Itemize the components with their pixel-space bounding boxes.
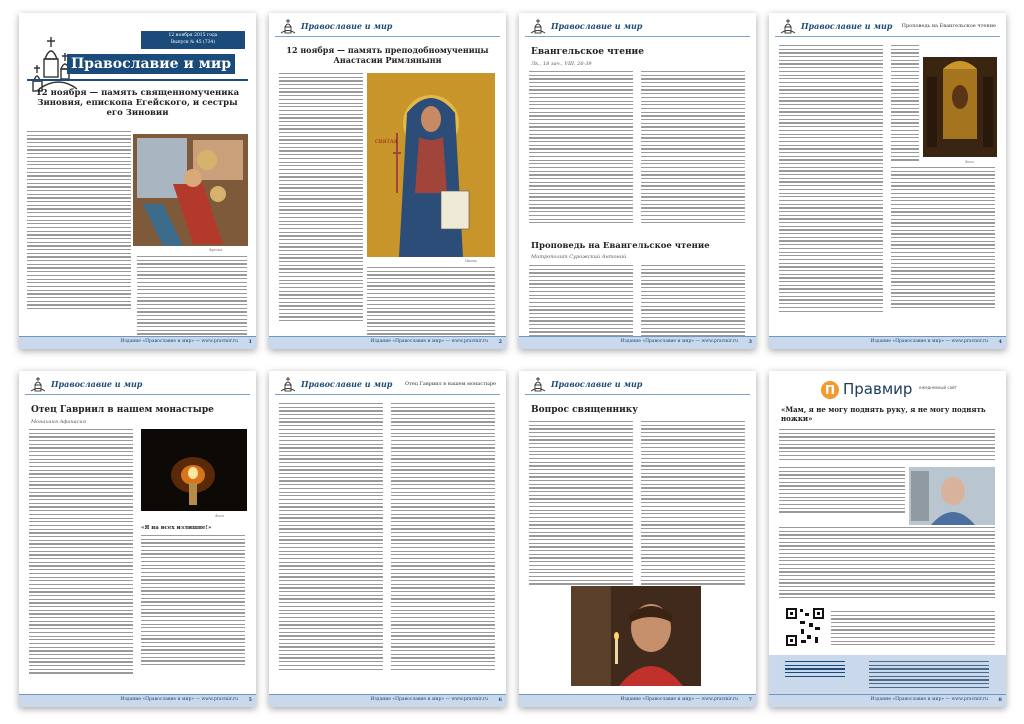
brand-name: Православие и мир	[551, 21, 643, 31]
candle-photo	[141, 429, 247, 511]
article-text-col2	[367, 267, 495, 341]
pravmir-tagline: ежедневный сайт	[919, 385, 957, 390]
article-text-col2	[391, 403, 495, 672]
page-number: 6	[498, 697, 502, 703]
footer-text: Издание «Православие и мир» — www.pravmir.ru	[370, 697, 488, 702]
page-number: 1	[248, 339, 252, 345]
article-text-mid	[779, 527, 995, 601]
brand-logo-icon	[279, 18, 297, 34]
church-interior-photo	[923, 57, 997, 157]
sermon-author: Митрополит Сурожский Антоний	[531, 254, 627, 260]
article-text-col2	[141, 535, 245, 668]
article-title: «Мам, я не могу поднять руку, я не могу поднять ножки»	[781, 405, 986, 423]
section-heading: Евангельское чтение	[531, 47, 644, 57]
section-label: Отец Гавриил в нашем монастыре	[404, 381, 496, 387]
footer-text: Издание «Православие и мир» — www.pravmir.ru	[120, 697, 238, 702]
brand-logo-icon	[279, 376, 297, 392]
article-author: Монахиня Афанасия	[31, 419, 86, 425]
imprint-box	[769, 655, 1006, 695]
page-header	[269, 13, 506, 39]
donation-text	[831, 611, 995, 648]
page-footer	[19, 694, 256, 707]
pull-quote: «Я на всех излишне!»	[141, 525, 212, 531]
boy-with-candle-photo	[571, 586, 701, 686]
page-number: 8	[998, 697, 1002, 703]
section-subheading: Лк., 18 зач., VIII, 26-39	[531, 61, 592, 67]
footer-text: Издание «Православие и мир» — www.pravmir.ru	[870, 339, 988, 344]
section-heading: Вопрос священнику	[531, 405, 639, 415]
page-1: 12 ноября 2015 года Выпуск № 45 (734) Православие и мир 12 ноября — память священномученика Зиновия, епископа Егейского, и сестры его Зиновии Фреска Издание «Православие и мир» — www.pravmir.ru 1	[19, 13, 256, 349]
brand-logo-icon	[529, 376, 547, 392]
section-label: Проповедь на Евангельское чтение	[901, 23, 996, 29]
footer-text: Издание «Православие и мир» — www.pravmir.ru	[870, 697, 988, 702]
page-header	[19, 371, 256, 397]
issue-number: Выпуск № 45 (734)	[170, 40, 216, 45]
page-header	[519, 371, 756, 397]
brand-name: Православие и мир	[551, 379, 643, 389]
page-footer	[269, 694, 506, 707]
article-text-col2	[137, 256, 247, 337]
page-footer	[519, 694, 756, 707]
girl-photo	[909, 467, 995, 525]
page-number: 4	[998, 339, 1002, 345]
page-8	[769, 371, 1006, 707]
page-7	[519, 371, 756, 707]
footer-text: Издание «Православие и мир» — www.pravmir.ru	[120, 339, 238, 344]
gospel-text-col1	[529, 71, 633, 226]
page-header	[519, 13, 756, 39]
pravmir-logo-icon: П	[821, 381, 839, 399]
brand-name: Православие и мир	[301, 379, 393, 389]
article-title: Отец Гавриил в нашем монастыре	[31, 405, 214, 415]
article-text-left	[779, 467, 905, 515]
page-number: 7	[748, 697, 752, 703]
page-header	[769, 13, 1006, 39]
qr-code-icon[interactable]	[785, 607, 825, 647]
page-2: Православие и мир 12 ноября — память преподобномученицы Анастасии Римляныни СВЯТАЯ Икона Издание «Православие и мир» — www.pravmir.ru 2	[269, 13, 506, 349]
brand-logo-icon	[529, 18, 547, 34]
page-footer	[19, 336, 256, 349]
sermon-heading: Проповедь на Евангельское чтение	[531, 241, 710, 251]
svg-text:СВЯТАЯ: СВЯТАЯ	[375, 139, 398, 145]
page-3	[519, 13, 756, 349]
page-number: 2	[498, 339, 502, 345]
footer-text: Издание «Православие и мир» — www.pravmir.ru	[370, 339, 488, 344]
article-text-col1	[279, 403, 383, 672]
page-5: Православие и мир Отец Гавриил в нашем монастыре Монахиня Афанасия Фото «Я на всех излишне!» Издание «Православие и мир» — www.pravmir.ru 5	[19, 371, 256, 707]
gospel-text-col2	[641, 71, 745, 226]
issue-date: 12 ноября 2015 года	[168, 33, 218, 38]
page-footer	[519, 336, 756, 349]
masthead-title: Православие и мир	[67, 54, 235, 74]
sermon-text-col2	[891, 167, 995, 311]
page-footer	[769, 694, 1006, 707]
sermon-text-col2-top	[891, 45, 919, 163]
page-footer	[269, 336, 506, 349]
article-text-top	[779, 429, 995, 462]
article-text-col1	[29, 429, 133, 676]
article-text-col1	[279, 73, 363, 324]
brand-name: Православие и мир	[301, 21, 393, 31]
article-text-col1	[27, 131, 131, 312]
qa-text-col2	[641, 421, 745, 587]
footer-text: Издание «Православие и мир» — www.pravmir.ru	[620, 339, 738, 344]
page-4: Православие и мир Проповедь на Евангельское чтение Фото Издание «Православие и мир» — www.pravmir.ru 4	[769, 13, 1006, 349]
page-footer	[769, 336, 1006, 349]
brand-name: Православие и мир	[801, 21, 893, 31]
brand-logo-icon	[779, 18, 797, 34]
page-6	[269, 371, 506, 707]
brand-name: Православие и мир	[51, 379, 143, 389]
sermon-text-col1	[779, 45, 883, 314]
pravmir-name: Правмир	[843, 380, 913, 398]
page-header	[269, 371, 506, 397]
fresco-image	[133, 134, 248, 246]
footer-text: Издание «Православие и мир» — www.pravmir.ru	[620, 697, 738, 702]
page-number: 5	[248, 697, 252, 703]
article-title: 12 ноября — память священномученика Зиновия, епископа Егейского, и сестры его Зиновии	[35, 88, 240, 118]
page-number: 3	[748, 339, 752, 345]
article-title: 12 ноября — память преподобномученицы Анастасии Римляныни	[286, 45, 489, 65]
icon-saint-anastasia	[367, 73, 495, 257]
sermon-text-col1	[529, 265, 633, 342]
brand-logo-icon	[29, 376, 47, 392]
sermon-text-col2	[641, 265, 745, 342]
qa-text-col1	[529, 421, 633, 587]
